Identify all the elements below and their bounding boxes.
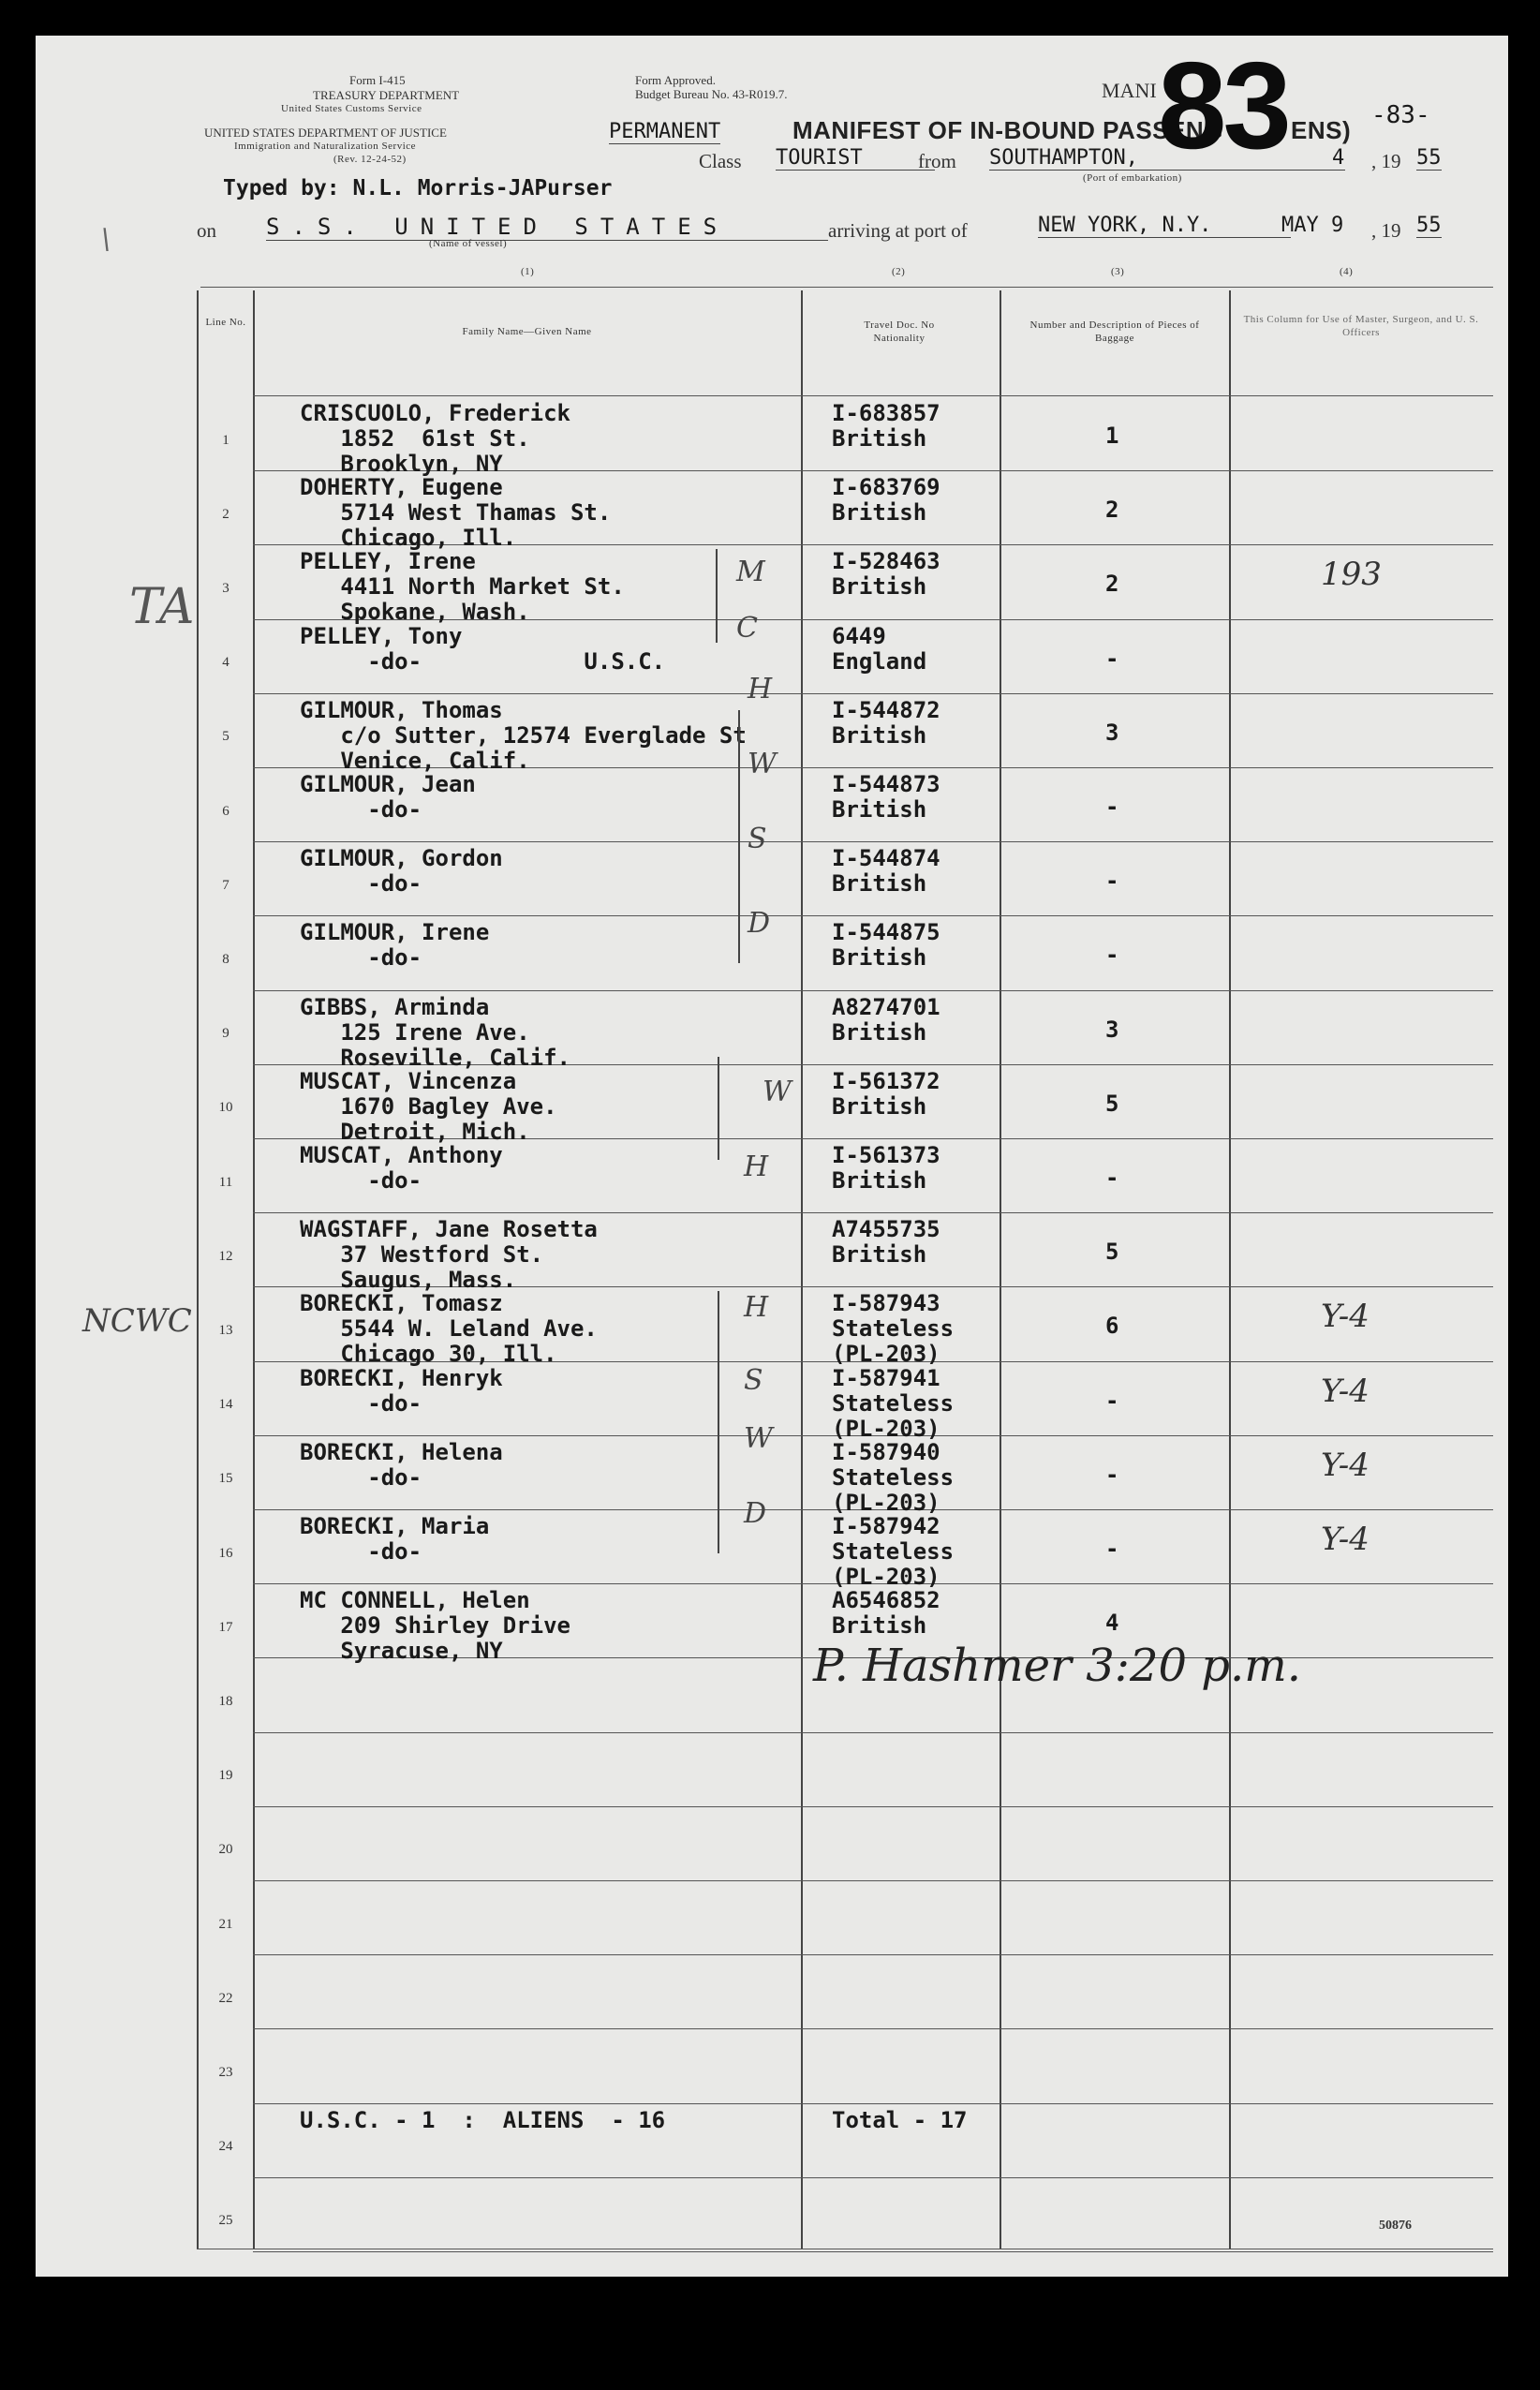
baggage-count: - xyxy=(1105,1536,1119,1562)
column-number-3: (3) xyxy=(1111,266,1125,277)
travel-doc: I-544875 British xyxy=(832,919,940,972)
travel-doc: A6546852 British xyxy=(832,1587,940,1640)
passenger-name: PELLEY, Tony -do- U.S.C. xyxy=(300,622,666,675)
passenger-name: CRISCUOLO, Frederick 1852 61st St. Brooklyn, NY xyxy=(300,400,570,477)
line-number: 24 xyxy=(218,2139,233,2155)
line-number: 20 xyxy=(218,1842,233,1858)
margin-note-ncwc: NCWC xyxy=(82,1302,192,1340)
passenger-name: WAGSTAFF, Jane Rosetta 37 Westford St. Saugus, Mass. xyxy=(300,1216,598,1294)
column-number-1: (1) xyxy=(521,266,535,277)
travel-doc: I-528463 British xyxy=(832,548,940,601)
embark-year-prefix: , 19 xyxy=(1371,150,1401,172)
family-code-mark: S xyxy=(748,823,767,855)
family-code-mark: W xyxy=(763,1076,792,1108)
passenger-name: MC CONNELL, Helen 209 Shirley Drive Syracuse, NY xyxy=(300,1587,570,1665)
arrival-year: 55 xyxy=(1416,214,1442,237)
family-code-mark: C xyxy=(736,612,758,645)
line-number: 16 xyxy=(218,1545,233,1561)
line-number: 17 xyxy=(218,1619,233,1635)
on-label: on xyxy=(197,219,216,242)
passenger-name: GILMOUR, Gordon -do- xyxy=(300,845,503,898)
table-row xyxy=(197,620,1493,694)
budget-bureau: Budget Bureau No. 43-R019.7. xyxy=(635,87,788,101)
travel-doc: I-544874 British xyxy=(832,845,940,898)
line-number: 11 xyxy=(218,1174,233,1190)
table-row xyxy=(197,1955,1493,2029)
embark-day: 4 xyxy=(1332,146,1345,170)
arriving-label: arriving at port of xyxy=(828,219,968,242)
baggage-count: 3 xyxy=(1105,1016,1119,1043)
line-number: 8 xyxy=(222,951,230,967)
table-row xyxy=(197,1510,1493,1590)
officer-note: Y-4 xyxy=(1321,1298,1370,1336)
page-number: -83- xyxy=(1371,101,1430,129)
manifest-title: MANIFEST OF IN-BOUND PASSENG xyxy=(792,116,1223,144)
family-code-mark: D xyxy=(744,1497,767,1530)
travel-doc: I-561372 British xyxy=(832,1067,940,1120)
line-number: 5 xyxy=(222,729,230,745)
table-row xyxy=(197,397,1493,477)
family-code-mark: W xyxy=(744,1422,773,1455)
travel-doc: I-587940 Stateless (PL-203) xyxy=(832,1438,955,1516)
travel-doc: A8274701 British xyxy=(832,993,940,1046)
family-code-mark: H xyxy=(744,1291,769,1324)
vessel-name: S.S. UNITED STATES xyxy=(266,214,828,241)
revision: (Rev. 12-24-52) xyxy=(333,154,407,165)
travel-doc: I-683857 British xyxy=(832,400,940,452)
line-number: 9 xyxy=(222,1026,230,1042)
arrival-year-prefix: , 19 xyxy=(1371,219,1401,242)
form-approved: Form Approved. xyxy=(635,73,716,87)
family-bracket xyxy=(716,549,718,643)
passenger-name: BORECKI, Henryk -do- xyxy=(300,1364,503,1417)
manifest-page xyxy=(36,36,1508,2277)
passenger-name: DOHERTY, Eugene 5714 West Thamas St. Chicago, Ill. xyxy=(300,474,612,552)
margin-note-ta: TA xyxy=(129,579,195,635)
travel-doc: I-587943 Stateless (PL-203) xyxy=(832,1290,955,1368)
table-row xyxy=(197,2178,1493,2252)
line-number: 3 xyxy=(222,580,230,596)
line-number: 10 xyxy=(218,1100,233,1116)
baggage-count: 3 xyxy=(1105,719,1119,746)
column-number-2: (2) xyxy=(892,266,906,277)
passenger-name: PELLEY, Irene 4411 North Market St. Spokane, Wash. xyxy=(300,548,625,626)
header-bottom-rule xyxy=(253,395,1493,396)
passenger-name: GILMOUR, Irene -do- xyxy=(300,919,490,972)
passenger-name: BORECKI, Helena -do- xyxy=(300,1438,503,1491)
vessel-note: (Name of vessel) xyxy=(429,238,508,249)
port-embark-note: (Port of embarkation) xyxy=(1083,172,1182,184)
line-number: 13 xyxy=(218,1322,233,1338)
manifest-title-tail: ENS) xyxy=(1291,116,1352,144)
line-number: 25 xyxy=(218,2213,233,2229)
passenger-name: MUSCAT, Anthony -do- xyxy=(300,1142,503,1194)
passenger-name: U.S.C. - 1 : ALIENS - 16 xyxy=(300,2106,666,2133)
col-header-line-no: Line No. xyxy=(205,317,246,328)
baggage-count: - xyxy=(1105,868,1119,895)
manifest-prefix: MANI xyxy=(1102,79,1157,102)
passenger-table xyxy=(197,290,1493,2249)
row-rule xyxy=(253,2251,1493,2252)
line-number: 2 xyxy=(222,506,230,522)
travel-doc: I-544872 British xyxy=(832,696,940,749)
col-header-baggage: Number and Description of Pieces of Baggage xyxy=(1029,319,1200,344)
margin-note-mark: \ xyxy=(101,223,111,256)
table-row xyxy=(197,1881,1493,1955)
table-row xyxy=(197,545,1493,626)
line-number: 22 xyxy=(218,1990,233,2006)
immigration-service: Immigration and Naturalization Service xyxy=(234,141,417,152)
baggage-count: 6 xyxy=(1105,1313,1119,1340)
baggage-count: 2 xyxy=(1105,571,1119,598)
arrival-date: MAY 9 xyxy=(1281,214,1344,237)
officer-note: Y-4 xyxy=(1321,1446,1370,1484)
family-bracket xyxy=(738,710,740,963)
line-number: 18 xyxy=(218,1693,233,1709)
inspector-signature: P. Hashmer 3:20 p.m. xyxy=(813,1640,1302,1692)
table-row xyxy=(197,1139,1493,1213)
baggage-count: 2 xyxy=(1105,497,1119,524)
customs-service: United States Customs Service xyxy=(281,103,422,114)
baggage-count: 5 xyxy=(1105,1090,1119,1117)
family-bracket xyxy=(718,1291,719,1553)
baggage-count: 5 xyxy=(1105,1239,1119,1266)
travel-doc: I-544873 British xyxy=(832,771,940,823)
table-row xyxy=(197,768,1493,842)
table-row xyxy=(197,842,1493,916)
officer-note: Y-4 xyxy=(1321,1521,1370,1558)
line-number: 19 xyxy=(218,1768,233,1784)
baggage-count: 1 xyxy=(1105,423,1119,449)
table-row xyxy=(197,991,1493,1071)
embark-port: SOUTHAMPTON, xyxy=(989,146,1345,171)
typed-by: Typed by: N.L. Morris-JAPurser xyxy=(223,176,613,200)
table-row xyxy=(197,2104,1493,2178)
line-number: 4 xyxy=(222,655,230,671)
travel-doc: 6449 England xyxy=(832,622,927,675)
baggage-count: 4 xyxy=(1105,1610,1119,1637)
family-code-mark: W xyxy=(748,748,777,780)
family-code-mark: H xyxy=(744,1150,769,1183)
baggage-count: - xyxy=(1105,794,1119,820)
travel-doc: I-587942 Stateless (PL-203) xyxy=(832,1513,955,1590)
class-value: TOURIST xyxy=(776,146,935,171)
table-row xyxy=(197,1436,1493,1516)
line-number: 14 xyxy=(218,1397,233,1413)
passenger-name: GILMOUR, Jean -do- xyxy=(300,771,476,823)
embark-year: 55 xyxy=(1416,146,1442,170)
baggage-count: - xyxy=(1105,1387,1119,1414)
passenger-name: GILMOUR, Thomas c/o Sutter, 12574 Everglade St Venice, Calif. xyxy=(300,696,747,774)
table-row xyxy=(197,1733,1493,1807)
from-label: from xyxy=(918,150,956,172)
table-row xyxy=(197,471,1493,552)
travel-doc: A7455735 British xyxy=(832,1216,940,1269)
table-row xyxy=(197,1807,1493,1881)
table-row xyxy=(197,694,1493,774)
travel-doc: I-587941 Stateless (PL-203) xyxy=(832,1364,955,1442)
col-header-officers: This Column for Use of Master, Surgeon, and U. S. Officers xyxy=(1243,314,1479,338)
officer-note: 193 xyxy=(1321,556,1382,594)
travel-doc: Total - 17 xyxy=(832,2106,968,2133)
line-number: 23 xyxy=(218,2064,233,2080)
family-code-mark: D xyxy=(748,907,771,940)
passenger-name: BORECKI, Tomasz 5544 W. Leland Ave. Chicago 30, Ill. xyxy=(300,1290,598,1368)
officer-note: Y-4 xyxy=(1321,1372,1370,1410)
baggage-count: - xyxy=(1105,1165,1119,1191)
travel-doc: I-683769 British xyxy=(832,474,940,527)
line-number: 1 xyxy=(222,432,230,448)
line-number: 7 xyxy=(222,877,230,893)
justice-dept: UNITED STATES DEPARTMENT OF JUSTICE xyxy=(204,126,447,140)
baggage-count: - xyxy=(1105,645,1119,672)
family-bracket xyxy=(718,1057,719,1160)
table-row xyxy=(197,916,1493,990)
class-label: Class xyxy=(699,150,742,172)
table-row xyxy=(197,2029,1493,2103)
family-code-mark: M xyxy=(736,556,765,588)
table-row xyxy=(197,1065,1493,1145)
travel-doc: I-561373 British xyxy=(832,1142,940,1194)
baggage-count: - xyxy=(1105,942,1119,969)
passenger-name: BORECKI, Maria -do- xyxy=(300,1513,490,1565)
column-number-4: (4) xyxy=(1340,266,1354,277)
line-number: 15 xyxy=(218,1471,233,1487)
form-footer-code: 50876 xyxy=(1379,2219,1412,2233)
table-row xyxy=(197,1213,1493,1294)
table-row xyxy=(197,1362,1493,1442)
line-number: 6 xyxy=(222,803,230,819)
baggage-count: - xyxy=(1105,1461,1119,1488)
col-header-travel-doc: Travel Doc. No Nationality xyxy=(864,319,935,344)
manifest-stamp-number: 83 xyxy=(1158,37,1288,174)
table-row xyxy=(197,1287,1493,1368)
passenger-name: MUSCAT, Vincenza 1670 Bagley Ave. Detroit, Mich. xyxy=(300,1067,557,1145)
treasury-dept: TREASURY DEPARTMENT xyxy=(313,88,460,102)
line-number: 21 xyxy=(218,1916,233,1932)
line-number: 12 xyxy=(218,1248,233,1264)
header-rule xyxy=(200,287,1493,288)
passenger-name: GIBBS, Arminda 125 Irene Ave. Roseville, Calif. xyxy=(300,993,570,1071)
col-header-name: Family Name—Given Name xyxy=(462,326,592,337)
family-code-mark: S xyxy=(744,1364,763,1397)
family-code-mark: H xyxy=(748,673,773,705)
form-number: Form I-415 xyxy=(349,73,406,87)
arrival-port: NEW YORK, N.Y. xyxy=(1038,214,1291,238)
permanent-label: PERMANENT xyxy=(609,120,721,143)
